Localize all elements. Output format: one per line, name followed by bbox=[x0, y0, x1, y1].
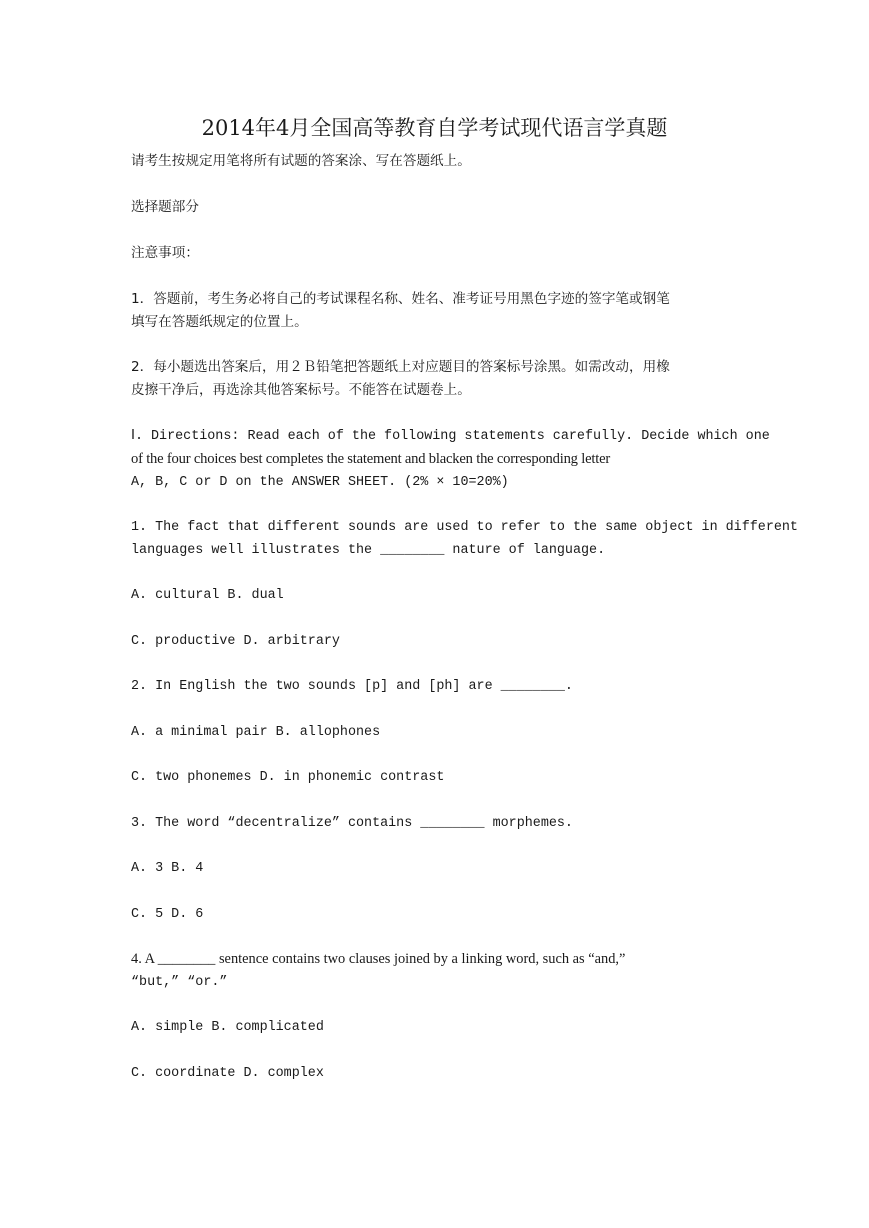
exam-instruction: 请考生按规定用笔将所有试题的答案涂、写在答题纸上。 bbox=[131, 153, 471, 169]
note-2-line-1: 2．每小题选出答案后，用２Ｂ铅笔把答题纸上对应题目的答案标号涂黑。如需改动，用橡 bbox=[131, 359, 670, 375]
question-1-options-cd: C. productive D. arbitrary bbox=[131, 634, 340, 649]
question-1-line-2: languages well illustrates the ________ nature of language. bbox=[131, 543, 606, 558]
question-3-options-ab: A. 3 B. 4 bbox=[131, 861, 204, 876]
question-3: 3. The word “decentralize” contains ________ morphemes. bbox=[131, 816, 573, 831]
question-1-options-ab: A. cultural B. dual bbox=[131, 588, 284, 603]
note-1-line-1: 1．答题前，考生务必将自己的考试课程名称、姓名、准考证号用黑色字迹的签字笔或钢笔 bbox=[131, 291, 670, 307]
directions-line-3: A, B, C or D on the ANSWER SHEET. (2% × 10=20%) bbox=[131, 475, 509, 490]
notes-heading: 注意事项： bbox=[131, 245, 199, 261]
question-3-options-cd: C. 5 D. 6 bbox=[131, 907, 204, 922]
question-4-line-2: “but,” “or.” bbox=[131, 975, 228, 990]
directions-line-1: Ⅰ. Directions: Read each of the following statements carefully. Decide which one bbox=[131, 429, 770, 444]
question-1-line-1: 1. The fact that different sounds are used to refer to the same object in different bbox=[131, 520, 798, 535]
note-2-line-2: 皮擦干净后，再选涂其他答案标号。不能答在试题卷上。 bbox=[131, 382, 471, 398]
question-2-options-cd: C. two phonemes D. in phonemic contrast bbox=[131, 770, 445, 785]
section-heading: 选择题部分 bbox=[131, 199, 199, 215]
directions-line-2: of the four choices best completes the statement and blacken the corresponding letter bbox=[131, 451, 611, 467]
page-title: 2014年4月全国高等教育自学考试现代语言学真题 bbox=[201, 116, 668, 140]
question-4-options-cd: C. coordinate D. complex bbox=[131, 1066, 324, 1081]
question-4-options-ab: A. simple B. complicated bbox=[131, 1020, 324, 1035]
question-2-options-ab: A. a minimal pair B. allophones bbox=[131, 725, 381, 740]
note-1-line-2: 填写在答题纸规定的位置上。 bbox=[131, 314, 308, 330]
question-2: 2. In English the two sounds [p] and [ph] are ________. bbox=[131, 679, 573, 694]
question-4-line-1: 4. A ________ sentence contains two clauses joined by a linking word, such as “and,” bbox=[131, 951, 626, 967]
